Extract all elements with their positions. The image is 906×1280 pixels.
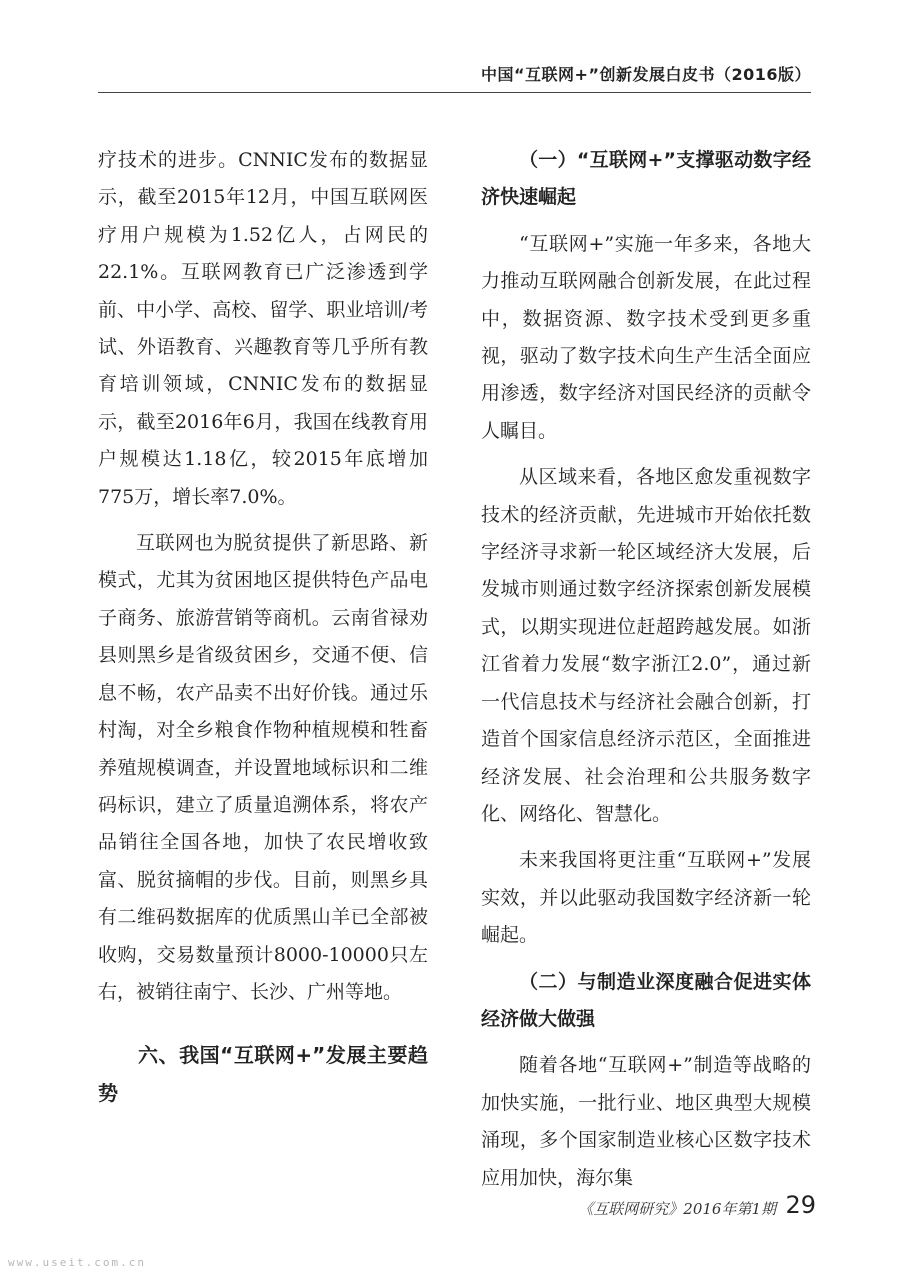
right-paragraph-2: 从区域来看，各地区愈发重视数字技术的经济贡献，先进城市开始依托数字经济寻求新一轮区域经济大发展，后发城市则通过数字经济探索创新发展模式，以期实现进位赶超跨越发展。如浙江省着力发展“数字浙江2.0”，通过新一代信息技术与经济社会融合创新，打造首个国家信息经济示范区，全面推进经济发展、社会治理和公共服务数字化、网络化、智慧化。	[481, 466, 811, 825]
left-column	[98, 142, 428, 1112]
subheading-2: （二）与制造业深度融合促进实体经济做大做强	[481, 970, 811, 1030]
left-paragraph-1: 疗技术的进步。CNNIC发布的数据显示，截至2015年12月，中国互联网医疗用户规模为1.52亿人，占网民的22.1%。互联网教育已广泛渗透到学前、中小学、高校、留学、职业培训/考试、外语教育、兴趣教育等几乎所有教育培训领域，CNNIC发布的数据显示，截至2016年6月，我国在线教育用户规模达1.18亿，较2015年底增加775万，增长率7.0%。	[98, 149, 428, 508]
right-paragraph-3: 未来我国将更注重“互联网+”发展实效，并以此驱动我国数字经济新一轮崛起。	[481, 849, 811, 947]
watermark-url: www.useit.com.cn	[8, 1256, 146, 1269]
footer-journal-title: 《互联网研究》2016年第1期	[578, 1200, 776, 1218]
running-header-title: 中国“互联网+”创新发展白皮书（2016版）	[481, 65, 811, 84]
right-paragraph-1: “互联网+”实施一年多来，各地大力推动互联网融合创新发展，在此过程中，数据资源、数字技术受到更多重视，驱动了数字技术向生产生活全面应用渗透，数字经济对国民经济的贡献令人瞩目。	[481, 232, 811, 442]
right-paragraph-4: 随着各地“互联网+”制造等战略的加快实施，一批行业、地区典型大规模涌现，多个国家制造业核心区数字技术应用加快，海尔集	[481, 1054, 811, 1189]
page-number: 29	[785, 1191, 816, 1219]
section-heading: 六、我国“互联网+”发展主要趋势	[98, 1043, 428, 1105]
right-column	[481, 142, 811, 1197]
header-rule	[98, 92, 811, 93]
subheading-1: （一）“互联网+”支撑驱动数字经济快速崛起	[481, 149, 811, 209]
left-paragraph-2: 互联网也为脱贫提供了新思路、新模式，尤其为贫困地区提供特色产品电子商务、旅游营销等商机。云南省禄劝县则黑乡是省级贫困乡，交通不便、信息不畅，农产品卖不出好价钱。通过乐村淘，对全乡粮食作物种植规模和牲畜养殖规模调查，并设置地域标识和二维码标识，建立了质量追溯体系，将农产品销往全国各地，加快了农民增收致富、脱贫摘帽的步伐。目前，则黑乡具有二维码数据库的优质黑山羊已全部被收购，交易数量预计8000-10000只左右，被销往南宁、长沙、广州等地。	[98, 532, 428, 1003]
